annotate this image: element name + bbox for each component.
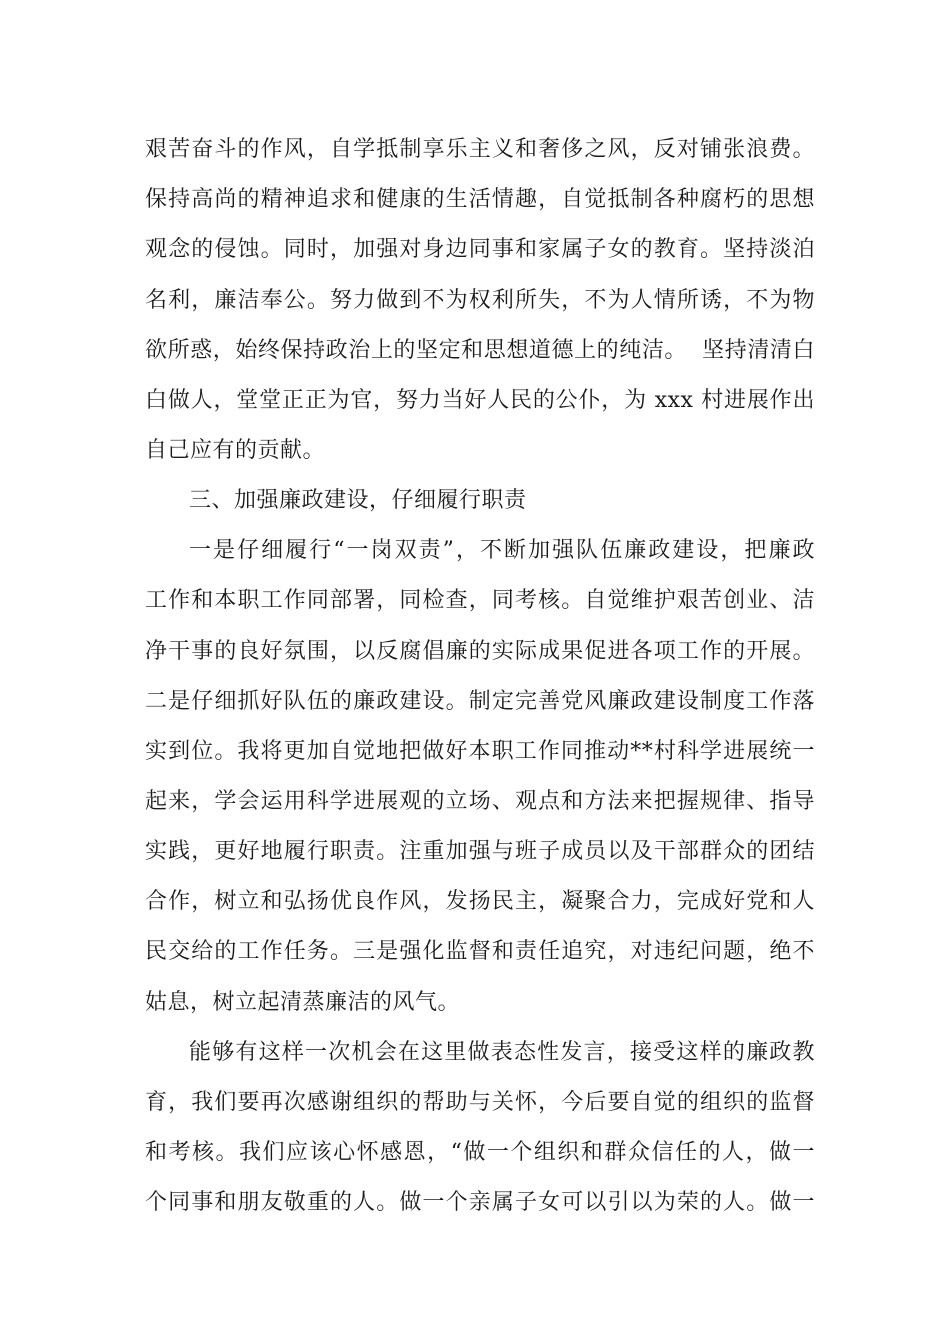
text-line: 民交给的工作任务。三是强化监督和责任追究，对违纪问题，绝不 xyxy=(145,939,815,964)
section-heading: 三、加强廉政建设，仔细履行职责 xyxy=(189,488,527,513)
text-line: 名利，廉洁奉公。努力做到不为权利所失，不为人情所诱，不为物 xyxy=(145,288,815,313)
text-line: 观念的侵蚀。同时，加强对身边同事和家属子女的教育。坚持淡泊 xyxy=(145,237,815,262)
text-line: 保持高尚的精神追求和健康的生活情趣，自觉抵制各种腐朽的思想 xyxy=(145,187,815,212)
text-line: 艰苦奋斗的作风，自学抵制享乐主义和奢侈之风，反对铺张浪费。 xyxy=(145,137,815,162)
text-line: 工作和本职工作同部署，同检查，同考核。自觉维护艰苦创业、洁 xyxy=(145,588,815,613)
text-line: 合作，树立和弘扬优良作风，发扬民主，凝聚合力，完成好党和人 xyxy=(145,889,815,914)
text-line: 姑息，树立起清蒸廉洁的风气。 xyxy=(145,990,461,1015)
text-line: 和考核。我们应该心怀感恩，“做一个组织和群众信任的人，做一 xyxy=(145,1140,815,1165)
text-line: 自己应有的贡献。 xyxy=(145,438,326,463)
text-line: 实践，更好地履行职责。注重加强与班子成员以及干部群众的团结 xyxy=(145,839,815,864)
text-line: 实到位。我将更加自觉地把做好本职工作同推动**村科学进展统一 xyxy=(145,739,815,764)
text-line: 二是仔细抓好队伍的廉政建设。制定完善党风廉政建设制度工作落 xyxy=(145,689,815,714)
text-line: 欲所惑，始终保持政治上的坚定和思想道德上的纯洁。 坚持清清白 xyxy=(145,338,815,363)
text-line: 净干事的良好氛围，以反腐倡廉的实际成果促进各项工作的开展。 xyxy=(145,639,815,664)
text-line: 个同事和朋友敬重的人。做一个亲属子女可以引以为荣的人。做一 xyxy=(145,1190,815,1215)
text-line: 白做人，堂堂正正为官，努力当好人民的公仆，为 xxx 村进展作出 xyxy=(145,388,815,413)
text-line: 一是仔细履行“一岗双责”，不断加强队伍廉政建设，把廉政 xyxy=(189,538,815,563)
text-line: 育，我们要再次感谢组织的帮助与关怀，今后要自觉的组织的监督 xyxy=(145,1090,815,1115)
text-line: 能够有这样一次机会在这里做表态性发言，接受这样的廉政教 xyxy=(189,1040,815,1065)
text-line: 起来，学会运用科学进展观的立场、观点和方法来把握规律、指导 xyxy=(145,789,815,814)
